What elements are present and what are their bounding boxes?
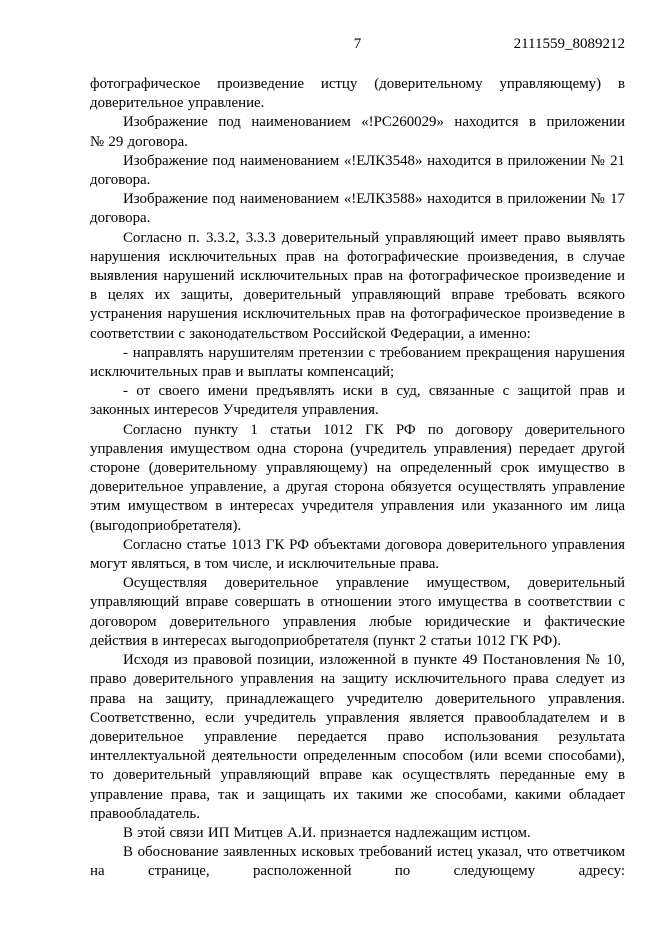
paragraph: Осуществляя доверительное управление имуществом, доверительный управляющий вправе совершать в отношении этого имущества в соответствии с договором доверительного управления любые юридические и фактические действия в интересах выгодоприобретателя (пункт 2 статьи 1012 ГК РФ). <box>90 575 625 649</box>
document-id: 2111559_8089212 <box>513 36 625 52</box>
paragraph: Изображение под наименованием «!ЕЛК3588» находится в приложении № 17 договора. <box>90 191 625 227</box>
paragraph: Согласно статье 1013 ГК РФ объектами договора доверительного управления могут являться, в том числе, и исключительные права. <box>90 536 625 573</box>
paragraph: фотографическое произведение истцу (доверительному управляющему) в доверительное управление. <box>90 76 625 112</box>
paragraph: Согласно п. 3.3.2, 3.3.3 доверительный управляющий имеет право выявлять нарушения исключительных прав на фотографические произведения, в случае выявления нарушений исключительных прав на фотографическое произведение и в целях их защиты, доверительный управляющий вправе требовать всякого устранения нарушения исключительных прав на фотографическое произведение в соответствии с законодательством Российской Федерации, а именно: <box>90 229 625 342</box>
document-body <box>90 75 625 882</box>
page-header <box>90 35 625 55</box>
paragraph: Изображение под наименованием «!ЕЛК3548» находится в приложении № 21 договора. <box>90 152 625 189</box>
page-number: 7 <box>353 36 362 52</box>
paragraph: Изображение под наименованием «!PC260029» находится в приложении № 29 договора. <box>90 114 625 150</box>
paragraph: В этой связи ИП Митцев А.И. признается надлежащим истцом. <box>123 824 531 841</box>
paragraph: - направлять нарушителям претензии с требованием прекращения нарушения исключительных прав и выплаты компенсаций; <box>90 344 625 381</box>
paragraph: - от своего имени предъявлять иски в суд, связанные с защитой прав и законных интересов Учредителя управления. <box>90 383 625 419</box>
paragraph: Исходя из правовой позиции, изложенной в пункте 49 Постановления № 10, право доверительного управления на защиту исключительного права следует из права на защиту, принадлежащего учредителю доверительного управления. Соответственно, если учредитель управления является правообладателем и в доверительное управление передается право использования результата интеллектуальной деятельности определенным способом (или всеми способами), то доверительный управляющий вправе как осуществлять переданные ему в управление права, так и защищать их такими же способами, какими обладает правообладатель. <box>90 652 625 822</box>
paragraph: Согласно пункту 1 статьи 1012 ГК РФ по договору доверительного управления имуществом одна сторона (учредитель управления) передает другой стороне (доверительному управляющему) на определенный срок имущество в доверительное управление, а другая сторона обязуется осуществлять управление этим имуществом в интересах учредителя управления или указанного им лица (выгодоприобретателя). <box>90 421 625 534</box>
paragraph: В обоснование заявленных исковых требований истец указал, что ответчиком на странице, расположенной по следующему адресу: <box>90 844 625 880</box>
